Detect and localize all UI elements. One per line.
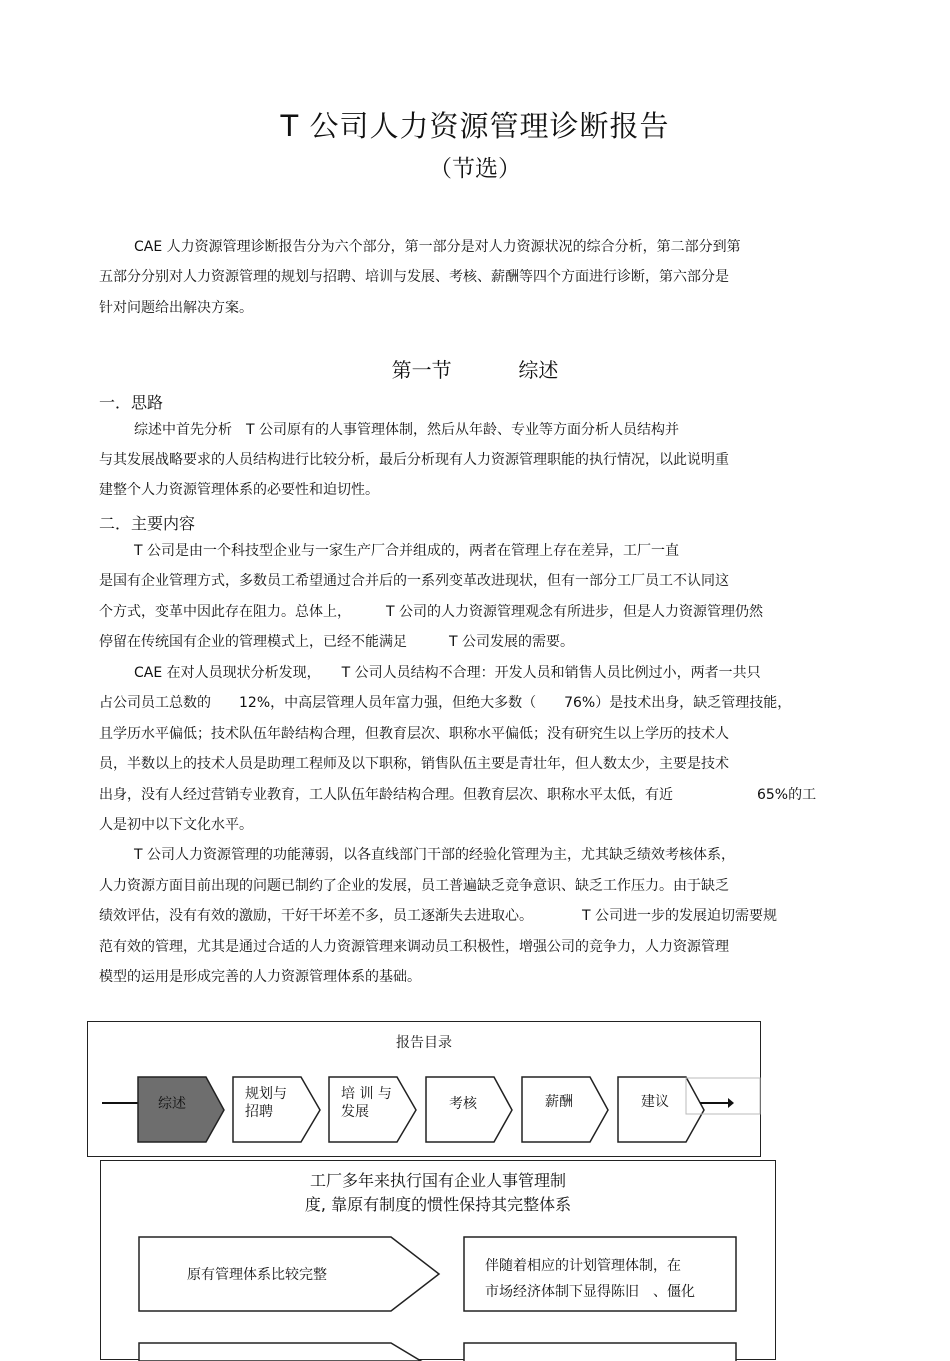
toc-step-line: 规划与 [245, 1086, 287, 1102]
toc-flow-diagram [88, 1022, 762, 1158]
toc-step-line: 培 训 与 [341, 1086, 392, 1102]
para2-line: 占公司员工总数的 12%，中高层管理人员年富力强，但绝大多数（ 76%）是技术出身，缺乏管理技能， [99, 695, 792, 711]
para2-line: CAE 在对人员现状分析发现， T 公司人员结构不合理：开发人员和销售人员比例过小，两者一共只 [134, 665, 761, 681]
panel-caption-line: 度, 靠原有制度的惯性保持其完整体系 [304, 1195, 572, 1214]
para1-line: 个方式，变革中因此存在阻力。总体上， T 公司的人力资源管理观念有所进步，但是人力资源管理仍然 [99, 604, 763, 620]
arrow-box-text: 原有管理体系比较完整 [187, 1267, 327, 1283]
heading-thought: 一．思路 [99, 393, 164, 412]
toc-step-suggestion[interactable]: 建议 [641, 1094, 669, 1110]
para1-line: 停留在传统国有企业的管理模式上，已经不能满足 T 公司发展的需要。 [99, 634, 574, 650]
intro-line: 五部分分别对人力资源管理的规划与招聘、培训与发展、考核、薪酬等四个方面进行诊断，第六部分是 [99, 269, 729, 285]
para2-line: 且学历水平偏低；技术队伍年龄结构合理，但教育层次、职称水平偏低；没有研究生以上学历的技术人 [99, 726, 729, 742]
report-toc-box [87, 1021, 761, 1157]
right-box-line: 市场经济体制下显得陈旧 、僵化 [485, 1284, 695, 1300]
toc-step-line: 招聘 [245, 1104, 273, 1120]
para3-line: 范有效的管理，尤其是通过合适的人力资源管理来调动员工积极性，增强公司的竞争力，人力资源管理 [99, 939, 729, 955]
toc-step-overview[interactable]: 综述 [158, 1096, 186, 1112]
intro-line: CAE 人力资源管理诊断报告分为六个部分，第一部分是对人力资源状况的综合分析，第二部分到第 [134, 239, 741, 255]
doc-subtitle: （节选） [429, 156, 521, 182]
para3-line: 绩效评估，没有有效的激励，干好干坏差不多，员工逐渐失去进取心。 T 公司进一步的发展迫切需要规 [99, 908, 777, 924]
para2-line: 人是初中以下文化水平。 [99, 817, 253, 833]
para1-line: 是国有企业管理方式，多数员工希望通过合并后的一系列变革改进现状，但有一部分工厂员工不认同这 [99, 573, 729, 589]
thought-line: 建整个人力资源管理体系的必要性和迫切性。 [99, 482, 379, 498]
right-box-text [485, 1253, 695, 1305]
section-heading-right: 综述 [518, 358, 559, 382]
para3-line: 人力资源方面目前出现的问题已制约了企业的发展，员工普遍缺乏竞争意识、缺乏工作压力。由于缺乏 [99, 878, 729, 894]
arrowhead-icon [728, 1098, 734, 1108]
toc-title: 报告目录 [396, 1035, 452, 1051]
heading-main: 二．主要内容 [99, 514, 196, 533]
right-box-line: 伴随着相应的计划管理体制，在 [485, 1258, 681, 1274]
para1-line: T 公司是由一个科技型企业与一家生产厂合并组成的，两者在管理上存在差异，工厂一直 [134, 543, 679, 559]
toc-step-training[interactable] [341, 1085, 392, 1121]
toc-step-planning[interactable] [245, 1085, 287, 1121]
para3-line: 模型的运用是形成完善的人力资源管理体系的基础。 [99, 969, 421, 985]
panel-caption-line: 工厂多年来执行国有企业人事管理制 [309, 1171, 566, 1190]
toc-step-appraisal[interactable]: 考核 [449, 1096, 477, 1112]
toc-step-line: 发展 [341, 1104, 369, 1120]
thought-line: 与其发展战略要求的人员结构进行比较分析，最后分析现有人力资源管理职能的执行情况，以此说明重 [99, 452, 729, 468]
doc-title: T 公司人力资源管理诊断报告 [280, 109, 670, 143]
para2-line: 员，半数以上的技术人员是助理工程师及以下职称，销售队伍主要是青壮年，但人数太少，主要是技术 [99, 756, 729, 772]
para3-line: T 公司人力资源管理的功能薄弱，以各直线部门干部的经验化管理为主，尤其缺乏绩效考核体系， [134, 847, 735, 863]
intro-line: 针对问题给出解决方案。 [99, 300, 253, 316]
section-heading [0, 354, 950, 383]
thought-line: 综述中首先分析 T 公司原有的人事管理体制，然后从年龄、专业等方面分析人员结构并 [134, 422, 679, 438]
toc-step-salary[interactable]: 薪酬 [545, 1094, 573, 1110]
para2-line: 出身，没有人经过营销专业教育，工人队伍年龄结构合理。但教育层次、职称水平太低，有近 65%的工 [99, 787, 817, 803]
analysis-panel [100, 1160, 776, 1360]
section-heading-left: 第一节 [391, 358, 452, 382]
